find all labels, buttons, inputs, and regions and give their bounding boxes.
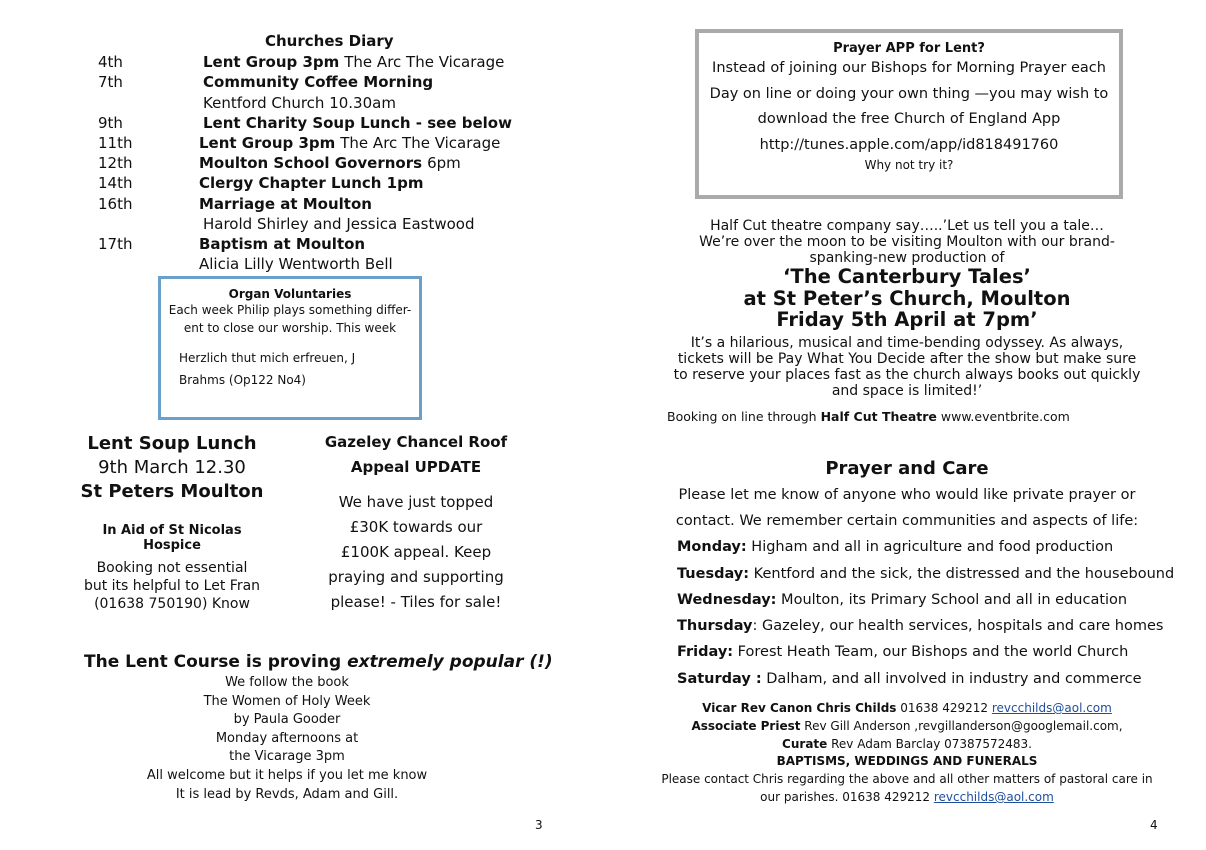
soup-lunch-date: 9th March 12.30 [98,457,246,478]
organ-piece-line1: Herzlich thut mich erfreuen, J [179,351,356,365]
prayer-app-box [695,29,1123,199]
prayer-day-friday [677,644,1128,660]
prayer-app-footer: Why not try it? [864,158,954,172]
course-line: We follow the book [225,675,349,690]
theatre-intro-line2: We’re over the moon to be visiting Moulton with our brand- [699,234,1115,250]
diary-event [199,235,365,253]
theatre-booking [667,409,1070,424]
diary-event [199,255,393,273]
diary-event [199,134,500,152]
pastoral-contact-line1: Please contact Chris regarding the above and all other matters of pastoral care in [661,772,1153,786]
lent-course-text [120,674,454,804]
curate-detail: Rev Adam Barclay 07387572483. [827,737,1032,751]
soup-lunch-title: Lent Soup Lunch [87,433,257,454]
diary-entry [98,134,518,154]
diary-event-title: Lent Group 3pm [203,53,340,71]
associate-label: Associate Priest [691,719,801,733]
theatre-intro-line1: Half Cut theatre company say…..’Let us tell you a tale… [710,218,1104,234]
diary-date: 7th [98,73,123,91]
diary-event-detail: The Arc The Vicarage [344,53,505,71]
diary-date: 9th [98,114,123,132]
diary-entry [98,114,518,134]
vicar-label: Vicar Rev Canon Chris Childs [702,701,897,715]
roof-line: please! - Tiles for sale! [330,593,502,611]
prayer-app-line: Instead of joining our Bishops for Morning Prayer each [712,60,1106,76]
pastoral-contact-line2 [640,790,1174,804]
day-label: Saturday : [677,671,762,687]
organ-title: Organ Voluntaries [228,287,352,301]
prayer-intro-line2: contact. We remember certain communities and aspects of life: [675,513,1139,529]
booking-company: Half Cut Theatre [820,409,937,424]
prayer-app-line: Day on line or doing your own thing —you may wish to [709,85,1109,102]
diary-event-title: Community Coffee Morning [203,73,434,91]
associate-priest-contact [640,719,1174,733]
day-text: Moulton, its Primary School and all in education [776,592,1128,608]
course-line: All welcome but it helps if you let me know [146,767,428,783]
diary-entry [98,73,518,93]
prayer-day-monday [677,539,1113,555]
curate-label: Curate [782,737,828,751]
soup-booking-line3: (01638 750190) Know [94,596,250,612]
diary-event-title: Lent Charity Soup Lunch - see below [203,114,512,132]
page-number-right: 4 [1150,818,1158,832]
diary-event-title: Moulton School Governors [199,154,423,172]
booking-prefix: Booking on line through [667,409,821,424]
roof-line: We have just topped [338,493,494,511]
organ-voluntaries-box [158,276,422,420]
roof-line: praying and supporting [328,568,504,586]
soup-lunch-venue: St Peters Moulton [80,481,264,502]
diary-event-title: Marriage at Moulton [199,195,372,213]
theatre-desc-line4: and space is limited!’ [831,382,983,399]
theatre-intro-line3: spanking-new production of [809,250,1005,266]
day-text: Kentford and the sick, the distressed and the housebound [749,566,1175,582]
diary-entry [98,195,518,215]
roof-appeal-title2: Appeal UPDATE [350,458,482,476]
associate-detail: Rev Gill Anderson ,revgillanderson@googlemail.com, [800,719,1123,733]
vicar-contact [640,701,1174,715]
day-label: Friday: [677,644,734,660]
diary-entry [98,215,518,235]
diary-date: 11th [98,134,133,152]
diary-event-detail: Alicia Lilly Wentworth Bell [199,255,393,273]
course-line: It is lead by Revds, Adam and Gill. [175,786,399,802]
prayer-app-url: http://tunes.apple.com/app/id818491760 [759,136,1059,153]
theatre-desc-line2: tickets will be Pay What You Decide after the show but make sure [677,350,1137,367]
baptisms-heading: BAPTISMS, WEDDINGS AND FUNERALS [776,754,1038,768]
diary-entry [98,174,518,194]
theatre-date: Friday 5th April at 7pm’ [776,308,1038,331]
soup-booking-line2: but its helpful to Let Fran [83,578,261,594]
diary-event-detail: The Arc The Vicarage [340,134,501,152]
vicar-phone: 01638 429212 [896,701,992,715]
organ-piece-line2: Brahms (Op122 No4) [179,373,306,387]
prayer-day-saturday [677,671,1142,687]
diary-date: 16th [98,195,133,213]
diary-entry [98,94,518,114]
page-number-left: 3 [535,818,543,832]
diary-date: 12th [98,154,133,172]
diary-event-title: Baptism at Moulton [199,235,366,253]
prayer-day-thursday [677,618,1163,634]
theatre-notice [640,218,1174,399]
diary-event [199,174,423,192]
theatre-venue: at St Peter’s Church, Moulton [743,286,1071,310]
diary-entry [98,255,518,275]
organ-text-line1: Each week Philip plays something differ- [168,303,412,317]
roof-line: £100K appeal. Keep [340,543,492,561]
prayer-day-tuesday [677,566,1174,582]
pastoral-phone: our parishes. 01638 429212 [760,790,934,804]
day-text: Dalham, and all involved in industry and commerce [761,671,1142,687]
diary-entry [98,154,518,174]
prayer-day-wednesday [677,592,1127,608]
roof-appeal-title1: Gazeley Chancel Roof [324,433,508,451]
diary-event [203,215,475,233]
diary-entry [98,53,518,73]
theatre-desc-line3: to reserve your places fast as the church always books out quickly [673,366,1141,383]
pastoral-email-link[interactable]: revcchilds@aol.com [933,790,1054,804]
organ-text-line2: ent to close our worship. This week [183,321,397,335]
lent-course-title [84,652,553,672]
prayer-care-title: Prayer and Care [825,458,989,479]
prayer-intro-line1: Please let me know of anyone who would like private prayer or [678,487,1136,503]
diary-event [199,154,461,172]
diary-event [203,114,512,132]
soup-booking-line1: Booking not essential [96,560,248,576]
course-line: Monday afternoons at [215,730,359,746]
prayer-app-title: Prayer APP for Lent? [833,41,985,56]
theatre-desc-line1: It’s a hilarious, musical and time-bending odyssey. As always, [690,334,1124,351]
day-label: Wednesday: [677,592,777,608]
day-label: Monday: [677,539,747,555]
diary-event-detail: 6pm [427,154,461,172]
diary-date: 4th [98,53,123,71]
roof-appeal-text [324,490,508,615]
course-line: by Paula Gooder [233,712,341,728]
diary-date: 14th [98,174,133,192]
day-text: Higham and all in agriculture and food production [746,539,1114,555]
diary-event-detail: Harold Shirley and Jessica Eastwood [203,215,475,233]
diary-event [203,94,396,112]
roof-line: £30K towards our [349,518,483,536]
diary-event [199,195,372,213]
curate-contact [640,737,1174,751]
prayer-app-line: download the free Church of England App [757,111,1061,127]
theatre-show-title: ‘The Canterbury Tales’ [783,265,1031,288]
soup-lunch-aid: In Aid of St Nicolas Hospice [102,523,242,553]
diary-event [203,53,504,71]
day-text: : Gazeley, our health services, hospitals and care homes [752,618,1164,634]
booking-site: www.eventbrite.com [936,409,1070,424]
diary-title: Churches Diary [265,32,394,50]
diary-event [203,73,433,91]
diary-entry [98,235,518,255]
course-line: The Women of Holy Week [203,693,371,709]
vicar-email-link[interactable]: revcchilds@aol.com [991,701,1112,715]
diary-event-title: Clergy Chapter Lunch 1pm [199,174,424,192]
day-text: Forest Heath Team, our Bishops and the world Church [733,644,1129,660]
lent-course-title-start: The Lent Course is proving [84,652,348,672]
day-label: Thursday [677,618,753,634]
day-label: Tuesday: [677,566,750,582]
diary-event-detail: Kentford Church 10.30am [203,94,396,112]
diary-date: 17th [98,235,133,253]
diary-event-title: Lent Group 3pm [199,134,336,152]
course-line: the Vicarage 3pm [229,749,345,765]
lent-course-title-emphasis: extremely popular (!) [347,652,553,672]
